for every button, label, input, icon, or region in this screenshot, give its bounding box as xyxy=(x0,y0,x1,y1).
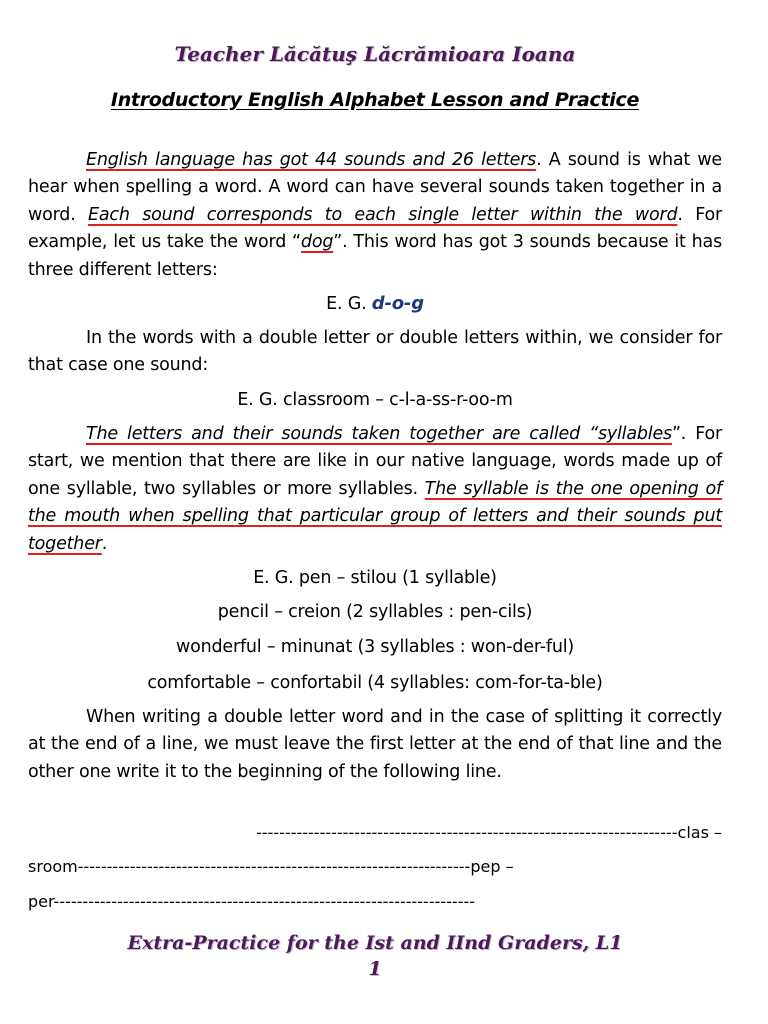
lesson-title: Introductory English Alphabet Lesson and Practice xyxy=(110,89,640,111)
paragraph-intro xyxy=(28,147,722,284)
paragraph-intro-text-1: . A sound is what we hear when spelling a word. A word can have several sounds taken together in a word. xyxy=(28,150,722,225)
paragraph-syllables-text-2: . xyxy=(101,533,108,554)
underlined-syllable-opening: The syllable is the one opening of the mouth when spelling that particular group of letters and their sounds put together xyxy=(28,478,722,554)
paragraph-syllables xyxy=(28,421,722,558)
example-pen: E. G. pen – stilou (1 syllable) xyxy=(253,568,497,588)
underlined-sound-letter: Each sound corresponds to each single letter within the word xyxy=(88,204,678,225)
teacher-name: Teacher Lăcătuş Lăcrămioara Ioana xyxy=(174,42,576,66)
paragraph-intro-text-3: ”. This word has got 3 sounds because it has three different letters: xyxy=(28,232,722,280)
footer xyxy=(28,930,722,982)
practice-line-2: sroom--------------------------------------------------------------------pep – xyxy=(28,857,514,876)
example-dog-prefix: E. G. xyxy=(326,294,372,314)
page-number: 1 xyxy=(368,958,382,980)
paragraph-syllables-text-1: ”. For start, we mention that there are like in our native language, words made up of one syllable, two syllables or more syllables. xyxy=(28,424,722,499)
underlined-syllables-definition: The letters and their sounds taken together are called “syllables xyxy=(86,424,672,444)
footer-text: Extra-Practice for the Ist and IInd Graders, L1 xyxy=(127,932,623,954)
example-classroom: E. G. classroom – c-l-a-ss-r-oo-m xyxy=(237,390,513,410)
paragraph-double-letter xyxy=(28,325,722,380)
paragraph-intro-text-2: . For example, let us take the word “ xyxy=(28,204,722,253)
practice-line-3: per------------------------------------------------------------------------- xyxy=(28,892,476,911)
example-pencil: pencil – creion (2 syllables : pen-cils) xyxy=(217,602,533,622)
underlined-dog: dog xyxy=(300,232,334,253)
example-wonderful: wonderful – minunat (3 syllables : won-der-ful) xyxy=(175,637,575,657)
underlined-sounds-letters: English language has got 44 sounds and 26 letters xyxy=(86,150,537,170)
paragraph-double-letter-text: In the words with a double letter or double letters within, we consider for that case one sound: xyxy=(28,328,722,376)
practice-line-1: -------------------------------------------------------------------------clas – xyxy=(256,823,722,842)
example-dog xyxy=(28,293,722,314)
example-comfortable: comfortable – confortabil (4 syllables: com-for-ta-ble) xyxy=(147,673,603,693)
paragraph-splitting xyxy=(28,704,722,786)
paragraph-splitting-text: When writing a double letter word and in the case of splitting it correctly at the end of a line, we must leave the first letter at the end of that line and the other one write it to the beginning of the following line. xyxy=(28,707,722,782)
example-dog-word: d-o-g xyxy=(371,293,424,314)
